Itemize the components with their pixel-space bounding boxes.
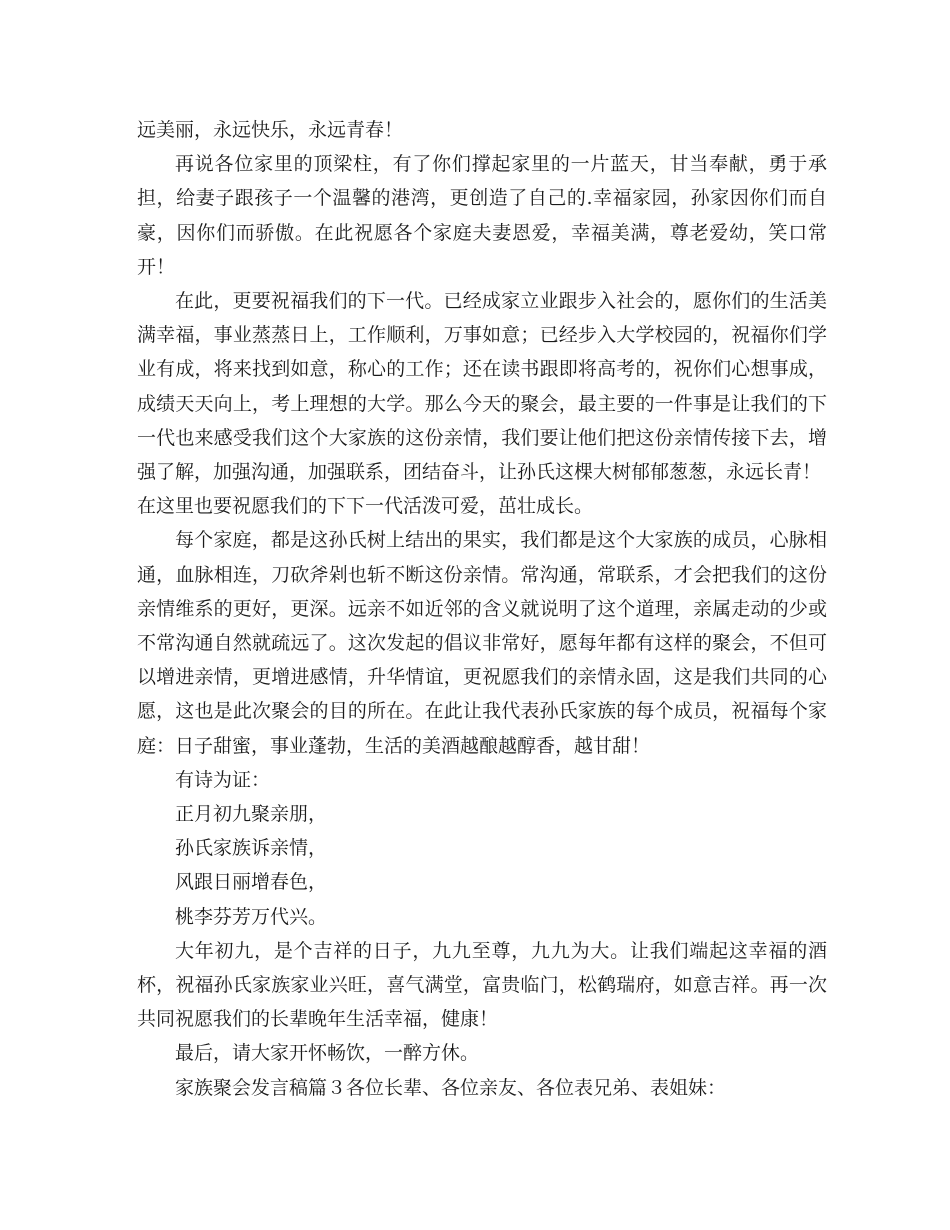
poem-line-4: 桃李芬芳万代兴。 [175, 905, 328, 928]
paragraph-1: 远美丽，永远快乐，永远青春！ [137, 119, 404, 141]
poem-line-2: 孙氏家族诉亲情， [175, 837, 328, 860]
poem-intro: 有诗为证： [175, 768, 271, 791]
paragraph-2: 再说各位家里的顶梁柱，有了你们撑起家里的一片蓝天，甘当奉献，勇于承担，给妻子跟孩子一个温馨的港湾，更创造了自己的.幸福家园，孙家因你们而自豪，因你们而骄傲。在此祝愿各个家庭夫妻恩爱，幸福美满，尊老爱幼，笑口常开！ [137, 153, 827, 278]
paragraph-8: 家族聚会发言稿篇３各位长辈、各位亲友、各位表兄弟、表姐妹： [175, 1076, 727, 1099]
paragraph-5: 每个家庭，都是这孙氏树上结出的果实，我们都是这个大家族的成员，心脉相通，血脉相连，刀砍斧剁也斩不断这份亲情。常沟通，常联系，才会把我们的这份亲情维系的更好，更深。远亲不如近邻的含义就说明了这个道理，亲属走动的少或不常沟通自然就疏远了。这次发起的倡议非常好，愿每年都有这样的聚会，不但可以增进亲情，更增进感情，升华情谊，更祝愿我们的亲情永固，这是我们共同的心愿，这也是此次聚会的目的所在。在此让我代表孙氏家族的每个成员，祝福每个家庭：日子甜蜜，事业蓬勃，生活的美酒越酿越醇香，越甘甜！ [137, 529, 827, 757]
poem-line-1: 正月初九聚亲朋， [175, 803, 328, 826]
paragraph-6: 大年初九，是个吉祥的日子，九九至尊，九九为大。让我们端起这幸福的酒杯，祝福孙氏家族家业兴旺，喜气满堂，富贵临门，松鹤瑞府，如意吉祥。再一次共同祝愿我们的长辈晚年生活幸福，健康！ [137, 939, 827, 1031]
document-body [137, 113, 827, 1105]
paragraph-7: 最后，请大家开怀畅饮，一醉方休。 [175, 1042, 480, 1065]
poem-line-3: 风跟日丽增春色， [175, 871, 328, 894]
paragraph-4: 在这里也要祝愿我们的下下一代活泼可爱，茁壮成长。 [137, 495, 594, 518]
paragraph-3: 在此，更要祝福我们的下一代。已经成家立业跟步入社会的，愿你们的生活美满幸福，事业蒸蒸日上，工作顺利，万事如意；已经步入大学校园的，祝福你们学业有成，将来找到如意，称心的工作；还在读书跟即将高考的，祝你们心想事成，成绩天天向上，考上理想的大学。那么今天的聚会，最主要的一件事是让我们的下一代也来感受我们这个大家族的这份亲情，我们要让他们把这份亲情传接下去，增强了解，加强沟通，加强联系，团结奋斗，让孙氏这棵大树郁郁葱葱，永远长青！ [137, 290, 827, 484]
